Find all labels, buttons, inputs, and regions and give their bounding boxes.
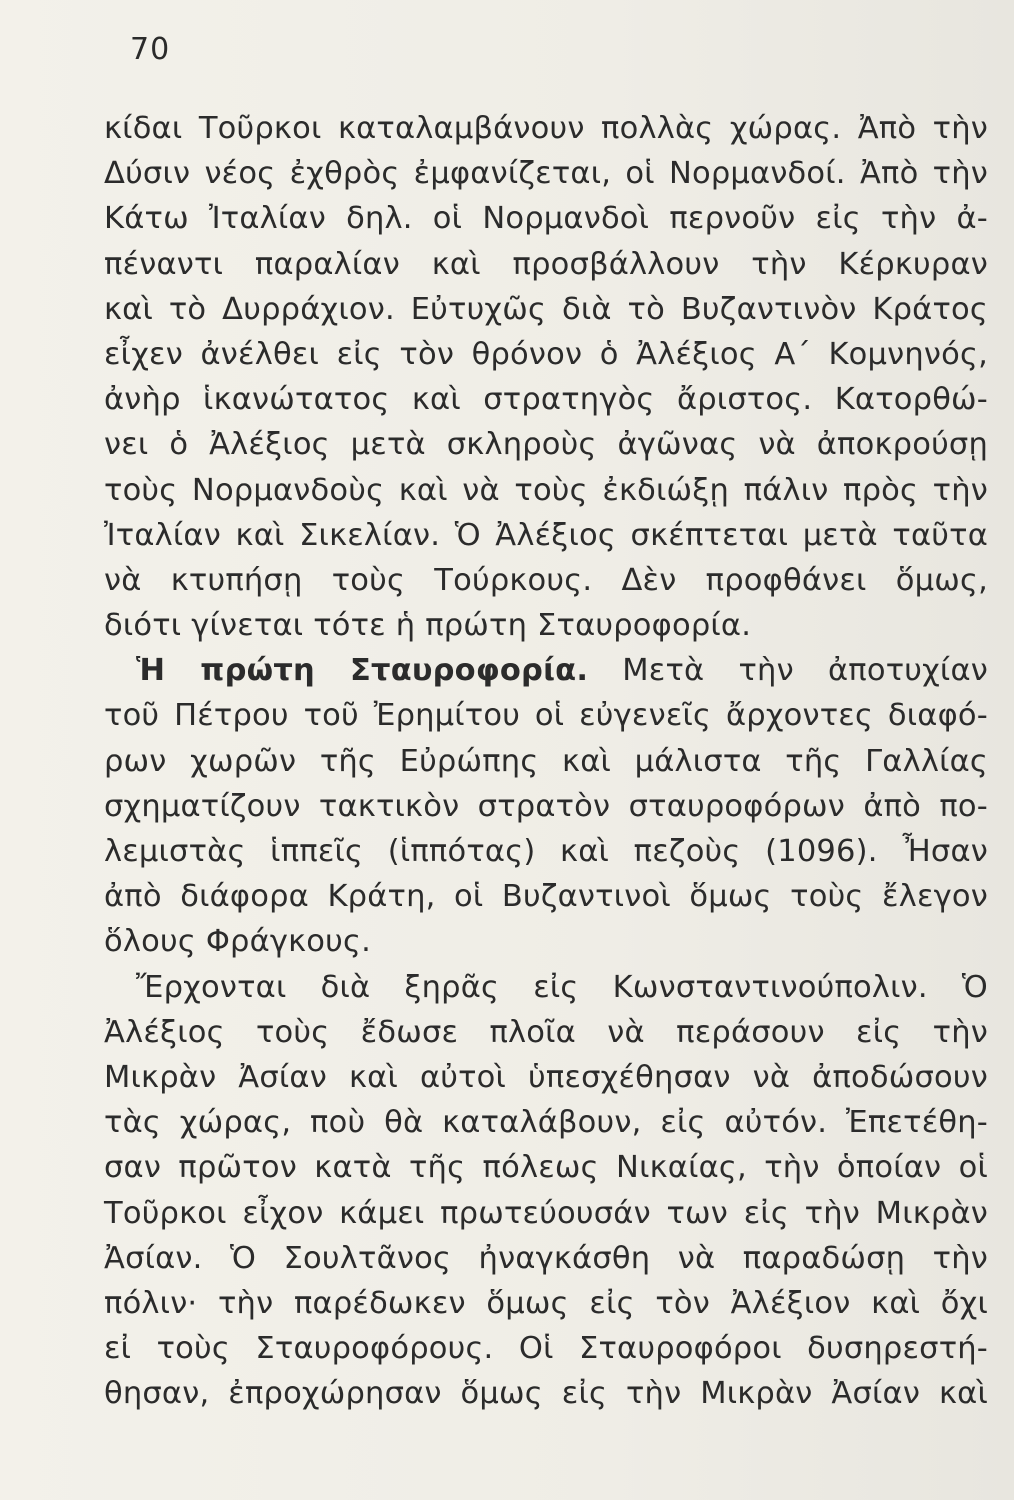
text-line: Ἔρχονται διὰ ξηρᾶς εἰς Κωνσταντινούπολιν. Ὁ — [136, 969, 988, 1005]
text-line: καὶ τὸ Δυρράχιον. Εὐτυχῶς διὰ τὸ Βυζαντινὸν Κράτος — [104, 291, 988, 327]
text-line: Ἀσίαν. Ὁ Σουλτᾶνος ἠναγκάσθη νὰ παραδώσῃ τὴν — [104, 1240, 988, 1276]
text-line: τοῦ Πέτρου τοῦ Ἐρημίτου οἱ εὐγενεῖς ἄρχοντες διαφό- — [104, 698, 988, 734]
text-line: σαν πρῶτον κατὰ τῆς πόλεως Νικαίας, τὴν ὁποίαν οἱ — [104, 1150, 988, 1186]
text-line: θησαν, ἐπροχώρησαν ὅμως εἰς τὴν Μικρὰν Ἀσίαν καὶ — [104, 1376, 988, 1412]
text-line: πέναντι παραλίαν καὶ προσβάλλουν τὴν Κέρκυραν — [104, 246, 988, 282]
text-line: νὰ κτυπήσῃ τοὺς Τούρκους. Δὲν προφθάνει ὅμως, — [104, 562, 988, 598]
text-line: κίδαι Τοῦρκοι καταλαμβάνουν πολλὰς χώρας. Ἀπὸ τὴν — [104, 111, 988, 146]
text-line: εἰ τοὺς Σταυροφόρους. Οἱ Σταυροφόροι δυσηρεστή- — [104, 1331, 988, 1367]
text-line: ἀνὴρ ἱκανώτατος καὶ στρατηγὸς ἄριστος. Κατορθώ- — [104, 382, 988, 418]
section-heading-line — [104, 648, 988, 693]
text-line: πόλιν· τὴν παρέδωκεν ὅμως εἰς τὸν Ἀλέξιον καὶ ὄχι — [104, 1285, 988, 1321]
text-line: Κάτω Ἰταλίαν δηλ. οἱ Νορμανδοὶ περνοῦν εἰς τὴν ἀ- — [104, 201, 988, 237]
text-line: νει ὁ Ἀλέξιος μετὰ σκληροὺς ἀγῶνας νὰ ἀποκρούσῃ — [104, 427, 988, 463]
text-line: Μικρὰν Ἀσίαν καὶ αὐτοὶ ὑπεσχέθησαν νὰ ἀποδώσουν — [104, 1059, 988, 1095]
text-line: Τοῦρκοι εἶχον κάμει πρωτεύουσάν των εἰς τὴν Μικρὰν — [104, 1195, 988, 1231]
text-line: ὅλους Φράγκους. — [104, 924, 372, 960]
text-line: σχηματίζουν τακτικὸν στρατὸν σταυροφόρων ἀπὸ πο- — [104, 788, 988, 824]
body-text — [104, 106, 988, 1416]
text-line: Ἰταλίαν καὶ Σικελίαν. Ὁ Ἀλέξιος σκέπτεται μετὰ ταῦτα — [104, 517, 988, 553]
text-line: ρων χωρῶν τῆς Εὐρώπης καὶ μάλιστα τῆς Γαλλίας — [104, 743, 988, 779]
text-line: Ἀλέξιος τοὺς ἔδωσε πλοῖα νὰ περάσουν εἰς τὴν — [104, 1014, 988, 1050]
text-line: Δύσιν νέος ἐχθρὸς ἐμφανίζεται, οἱ Νορμανδοί. Ἀπὸ τὴν — [104, 156, 988, 192]
section-heading-continuation: Μετὰ τὴν ἀποτυχίαν — [622, 653, 988, 689]
text-line: ἀπὸ διάφορα Κράτη, οἱ Βυζαντινοὶ ὅμως τοὺς ἔλεγον — [104, 879, 988, 915]
text-line: τοὺς Νορμανδοὺς καὶ νὰ τοὺς ἐκδιώξῃ πάλιν πρὸς τὴν — [104, 472, 988, 508]
text-line: λεμιστὰς ἱππεῖς (ἱππότας) καὶ πεζοὺς (1096). Ἦσαν — [104, 834, 988, 869]
text-line: εἶχεν ἀνέλθει εἰς τὸν θρόνον ὁ Ἀλέξιος Α΄ Κομνηνός, — [104, 336, 988, 372]
section-heading: Ἡ πρώτη Σταυροφορία. — [136, 653, 589, 689]
page-number: 70 — [130, 32, 171, 67]
text-line: διότι γίνεται τότε ἡ πρώτη Σταυροφορία. — [104, 608, 752, 644]
text-line: τὰς χώρας, ποὺ θὰ καταλάβουν, εἰς αὐτόν. Ἐπετέθη- — [104, 1105, 988, 1141]
